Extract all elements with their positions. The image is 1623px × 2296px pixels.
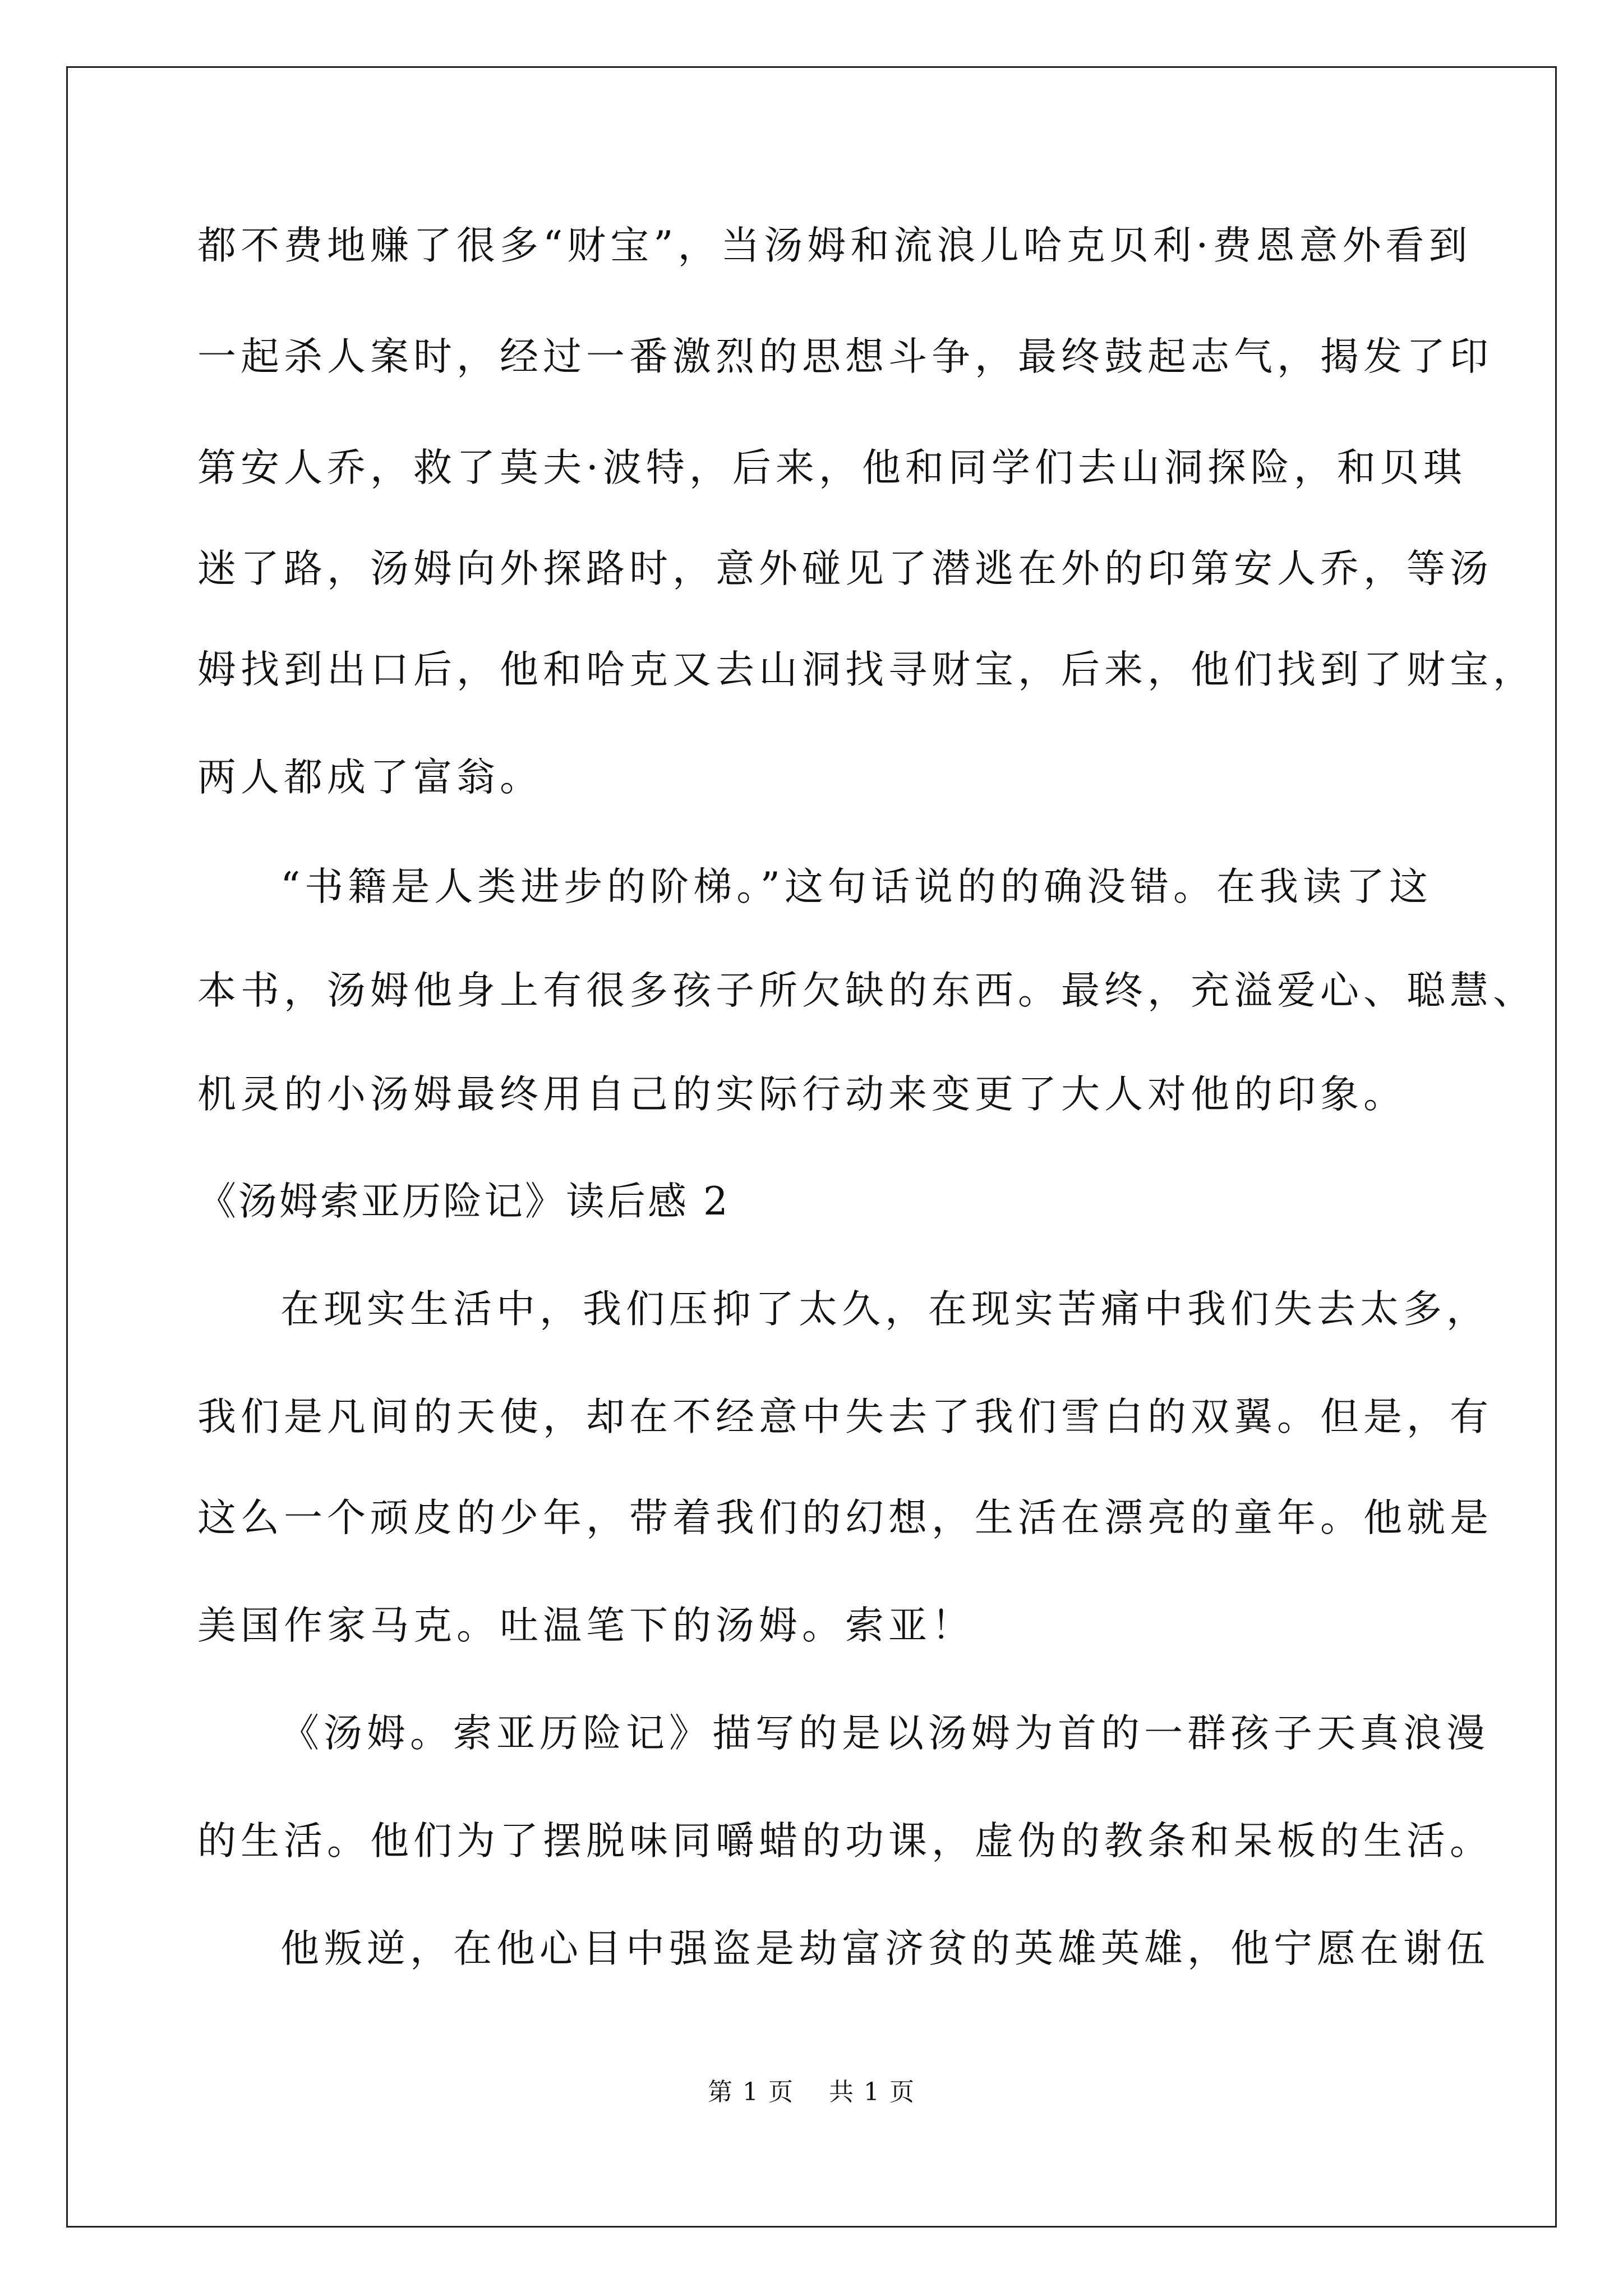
page-footer: 第 1 页 共 1 页 <box>708 2078 915 2106</box>
body-text-line: 我们是凡间的天使，却在不经意中失去了我们雪白的双翼。但是，有 <box>197 1395 1493 1439</box>
body-text-line: 他叛逆，在他心目中强盗是劫富济贫的英雄英雄，他宁愿在谢伍 <box>280 1926 1490 1971</box>
body-text-line: 迷了路，汤姆向外探路时，意外碰见了潜逃在外的印第安人乔，等汤 <box>197 546 1493 591</box>
body-text-line: 这么一个顽皮的少年，带着我们的幻想，生活在漂亮的童年。他就是 <box>197 1496 1493 1540</box>
page-border <box>66 66 1557 2228</box>
body-text-line: 第安人乔，救了莫夫·波特，后来，他和同学们去山洞探险，和贝琪 <box>197 445 1467 490</box>
body-text-line: 本书，汤姆他身上有很多孩子所欠缺的东西。最终，充溢爱心、聪慧、 <box>197 968 1536 1013</box>
body-text-line: 姆找到出口后，他和哈克又去山洞找寻财宝，后来，他们找到了财宝， <box>197 647 1536 692</box>
body-text-line: 的生活。他们为了摆脱味同嚼蜡的功课，虚伪的教条和呆板的生活。 <box>197 1819 1493 1864</box>
section-heading: 《汤姆索亚历险记》读后感 2 <box>197 1179 730 1224</box>
body-text-line: 美国作家马克。吐温笔下的汤姆。索亚！ <box>197 1603 975 1648</box>
body-text-line: 《汤姆。索亚历险记》描写的是以汤姆为首的一群孩子天真浪漫 <box>280 1711 1490 1756</box>
body-text-line: 都不费地赚了很多“财宝”，当汤姆和流浪儿哈克贝利·费恩意外看到 <box>197 223 1472 268</box>
body-text-line: 两人都成了富翁。 <box>197 755 543 800</box>
body-text-line: 一起杀人案时，经过一番激烈的思想斗争，最终鼓起志气，揭发了印 <box>197 334 1493 379</box>
body-text-line: 在现实生活中，我们压抑了太久，在现实苦痛中我们失去太多， <box>280 1287 1490 1332</box>
body-text-line: “书籍是人类进步的阶梯。”这句话说的的确没错。在我读了这 <box>280 864 1433 909</box>
body-text-line: 机灵的小汤姆最终用自己的实际行动来变更了大人对他的印象。 <box>197 1072 1407 1117</box>
